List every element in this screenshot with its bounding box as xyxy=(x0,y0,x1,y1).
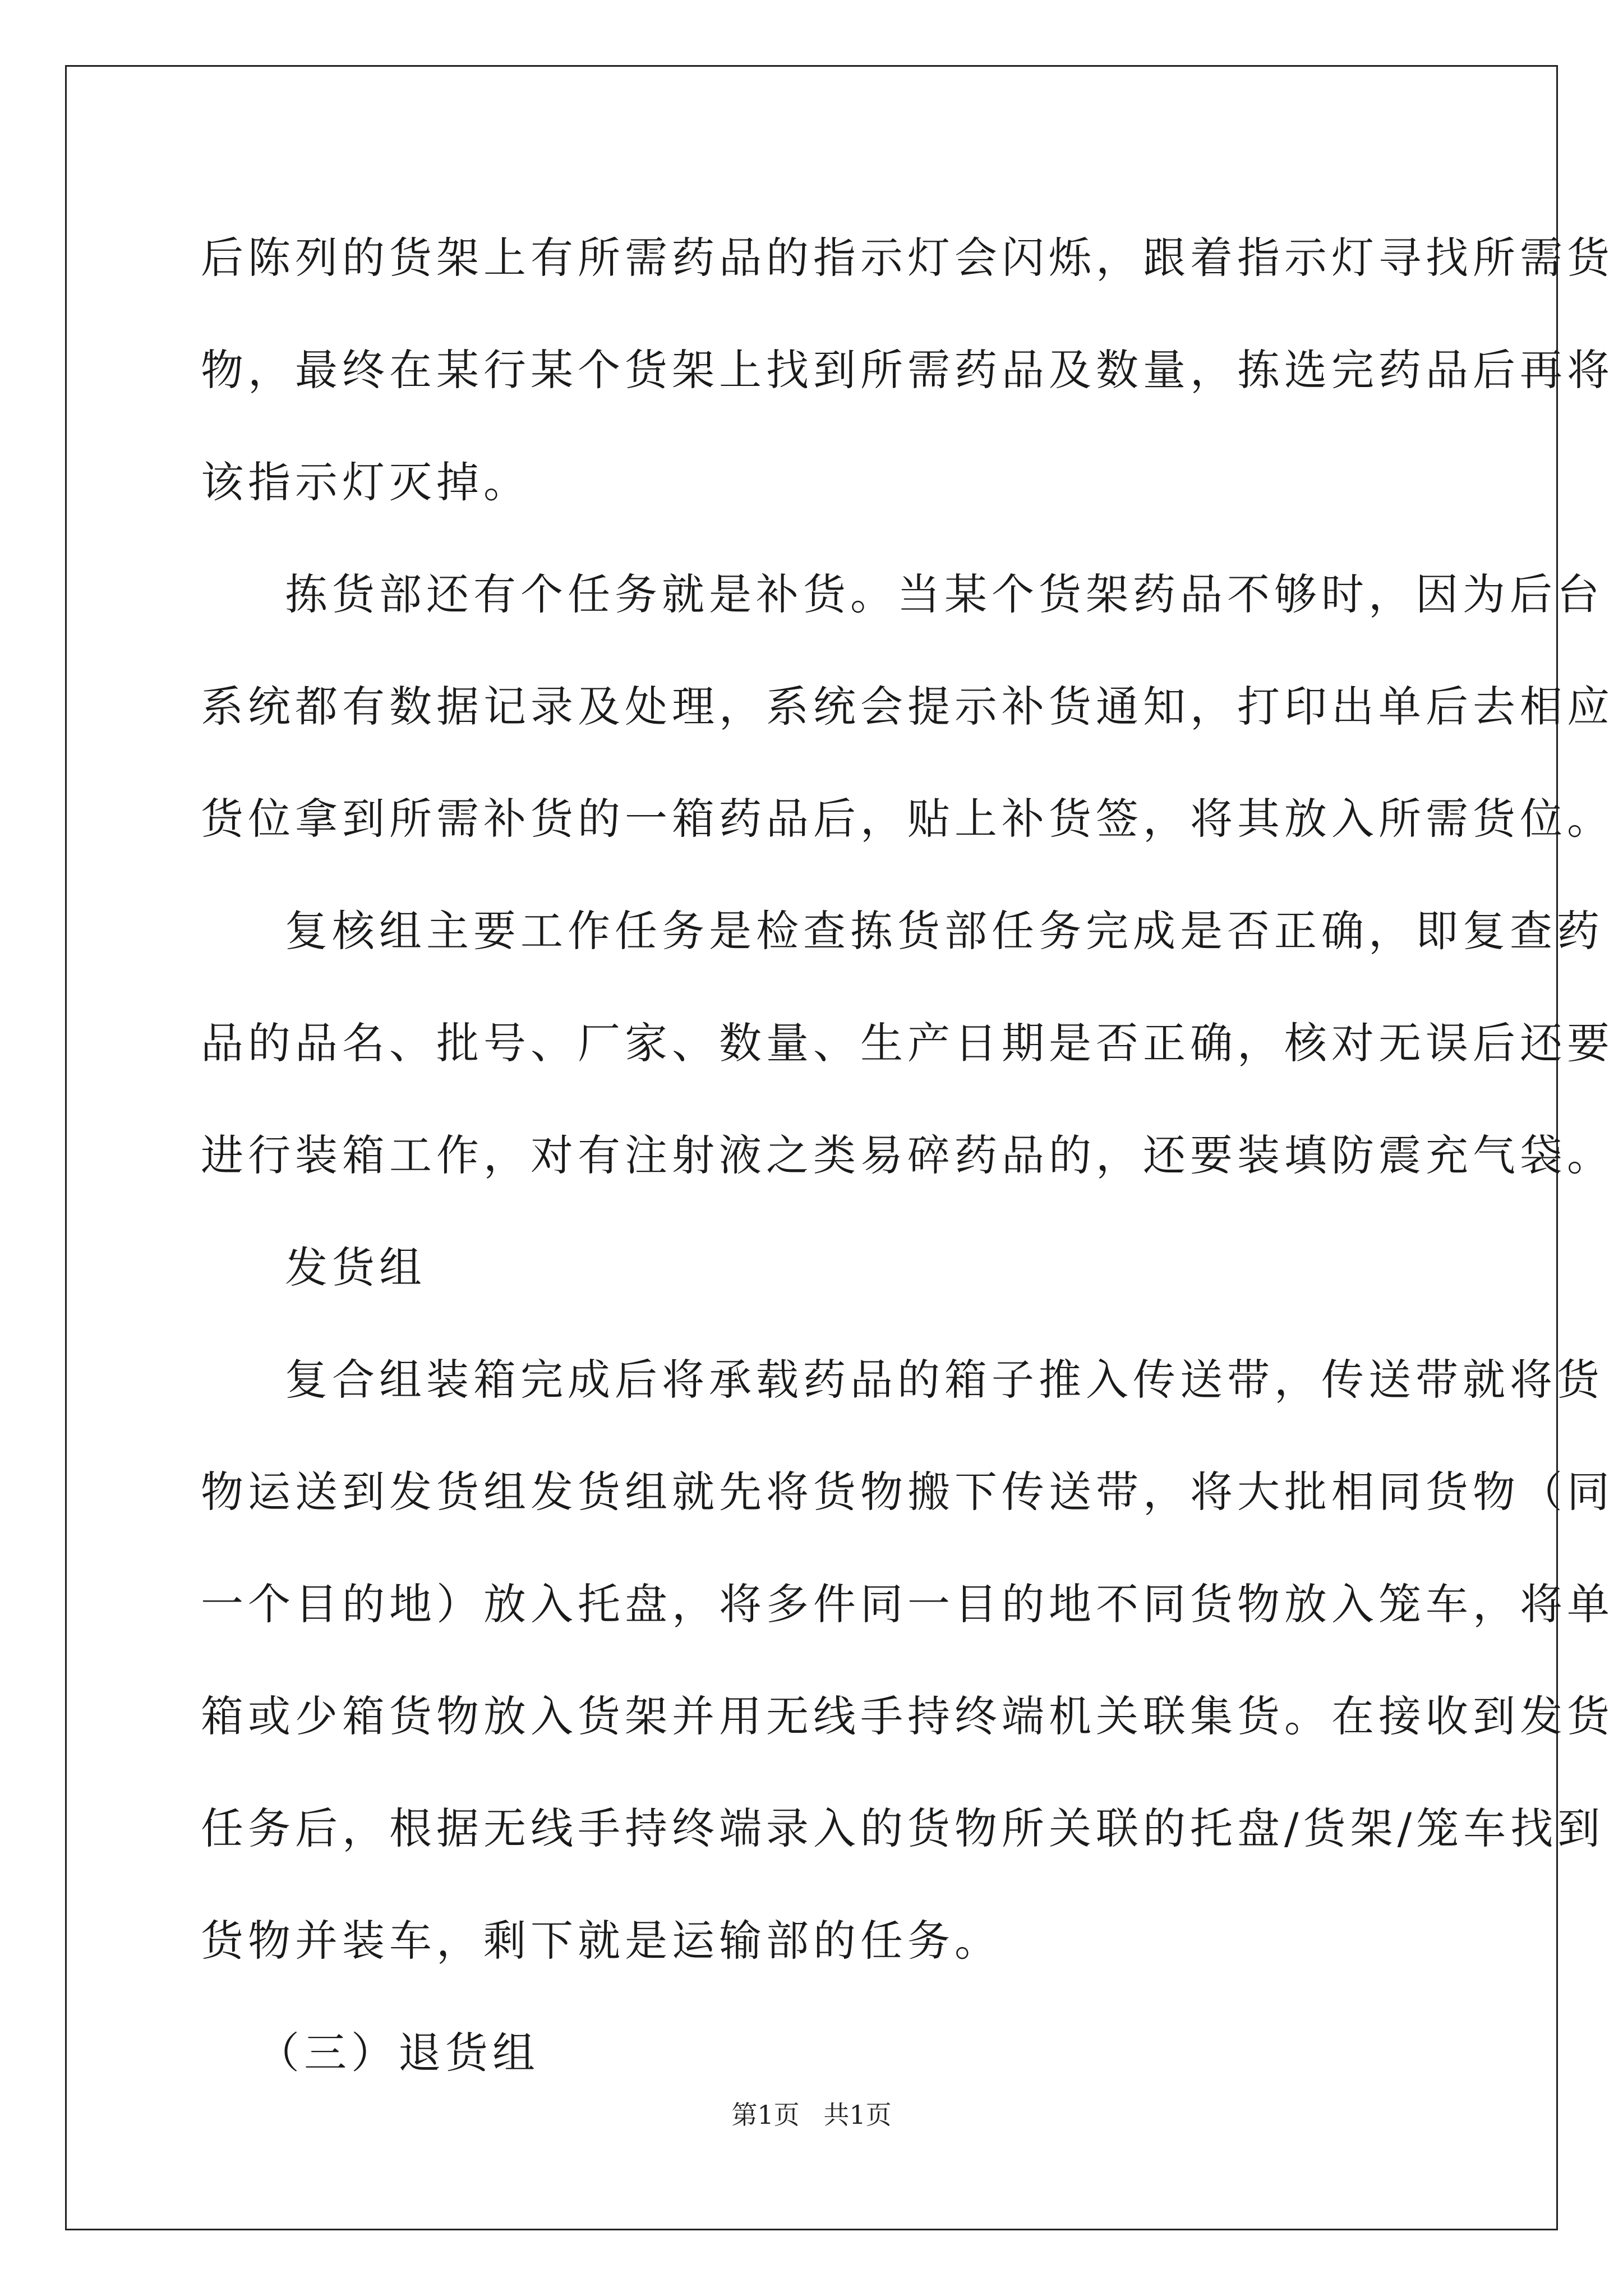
text-line: 货物并装车，剩下就是运输部的任务。 xyxy=(201,1916,1002,1966)
section-heading: （三）退货组 xyxy=(257,2028,540,2078)
paragraph-first-line: 拣货部还有个任务就是补货。当某个货架药品不够时，因为后台 xyxy=(285,569,1604,619)
text-line: 进行装箱工作，对有注射液之类易碎药品的，还要装填防震充气袋。 xyxy=(201,1130,1614,1180)
text-line: 该指示灯灭掉。 xyxy=(201,457,531,507)
paragraph-first-line: 复核组主要工作任务是检查拣货部任务完成是否正确，即复查药 xyxy=(285,906,1604,956)
text-line: 物，最终在某行某个货架上找到所需药品及数量，拣选完药品后再将 xyxy=(201,345,1614,395)
section-heading: 发货组 xyxy=(285,1243,426,1292)
text-line: 货位拿到所需补货的一箱药品后，贴上补货签，将其放入所需货位。 xyxy=(201,794,1614,844)
page-number: 第1页 xyxy=(731,2100,800,2130)
text-line: 任务后，根据无线手持终端录入的货物所关联的托盘/货架/笼车找到 xyxy=(201,1803,1605,1853)
page-total: 共1页 xyxy=(823,2100,892,2130)
page-footer xyxy=(0,2098,1623,2132)
text-line: 后陈列的货架上有所需药品的指示灯会闪烁，跟着指示灯寻找所需货 xyxy=(201,233,1614,283)
text-line: 物运送到发货组发货组就先将货物搬下传送带，将大批相同货物（同 xyxy=(201,1467,1614,1517)
document-body xyxy=(201,202,1614,2109)
text-line: 品的品名、批号、厂家、数量、生产日期是否正确，核对无误后还要 xyxy=(201,1018,1614,1068)
text-line: 一个目的地）放入托盘，将多件同一目的地不同货物放入笼车，将单 xyxy=(201,1579,1614,1629)
text-line: 箱或少箱货物放入货架并用无线手持终端机关联集货。在接收到发货 xyxy=(201,1691,1614,1741)
text-line: 系统都有数据记录及处理，系统会提示补货通知，打印出单后去相应 xyxy=(201,682,1614,731)
paragraph-first-line: 复合组装箱完成后将承载药品的箱子推入传送带，传送带就将货 xyxy=(285,1355,1604,1405)
